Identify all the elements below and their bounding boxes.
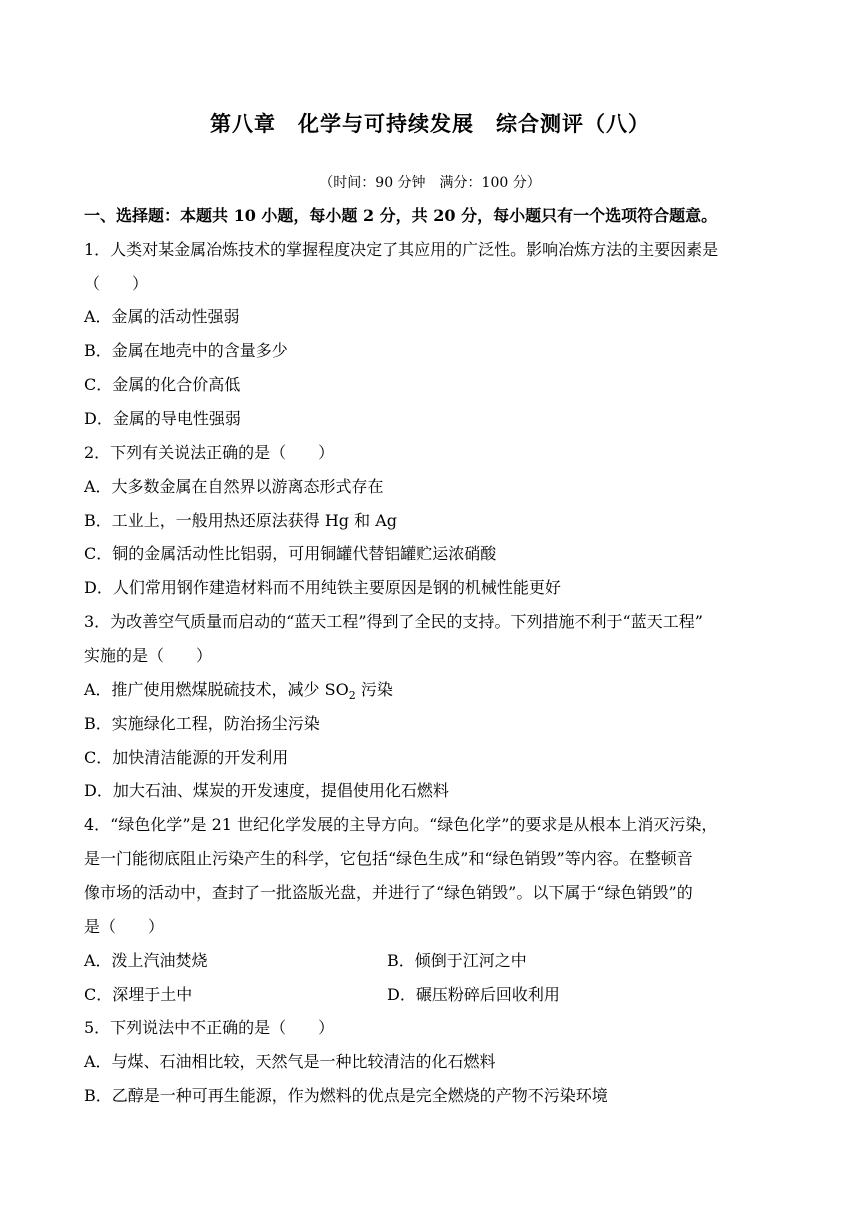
question-3-option-b: B．实施绿化工程，防治扬尘污染 [84, 714, 320, 733]
subscript-2: 2 [348, 689, 356, 703]
question-1-stem-cont: （ ） [84, 274, 149, 293]
question-2-option-a: A．大多数金属在自然界以游离态形式存在 [84, 477, 384, 496]
question-4-stem-cont2: 像市场的活动中，查封了一批盗版光盘，并进行了“绿色销毁”。以下属于“绿色销毁”的 [84, 883, 693, 902]
question-4-option-c: C．深埋于土中 [84, 985, 193, 1004]
question-1-option-c: C．金属的化合价高低 [84, 375, 241, 394]
section-heading: 一、选择题：本题共 10 小题，每小题 2 分，共 20 分，每小题只有一个选项符合题意。 [84, 206, 718, 225]
question-4-option-a: A．泼上汽油焚烧 [84, 951, 208, 970]
page-title: 第八章 化学与可持续发展 综合测评（八） [210, 111, 650, 136]
question-4-options-row1 [84, 951, 784, 971]
question-5-option-a: A．与煤、石油相比较，天然气是一种比较清洁的化石燃料 [84, 1052, 496, 1071]
question-1-stem: 1．人类对某金属冶炼技术的掌握程度决定了其应用的广泛性。影响冶炼方法的主要因素是 [84, 240, 719, 259]
question-1-option-a: A．金属的活动性强弱 [84, 307, 240, 326]
question-2-stem: 2．下列有关说法正确的是（ ） [84, 443, 335, 462]
question-3-option-a [84, 680, 784, 706]
question-4-stem: 4．“绿色化学”是 21 世纪化学发展的主导方向。“绿色化学”的要求是从根本上消灭污染， [84, 815, 718, 834]
question-2-option-d: D．人们常用钢作建造材料而不用纯铁主要原因是钢的机械性能更好 [84, 578, 561, 597]
question-4-stem-cont1: 是一门能彻底阻止污染产生的科学，它包括“绿色生成”和“绿色销毁”等内容。在整顿音 [84, 849, 693, 868]
question-1-option-b: B．金属在地壳中的含量多少 [84, 341, 288, 360]
question-3-stem-cont: 实施的是（ ） [84, 646, 213, 665]
exam-info: （时间：90 分钟 满分：100 分） [319, 175, 541, 191]
question-5-option-b: B．乙醇是一种可再生能源，作为燃料的优点是完全燃烧的产物不污染环境 [84, 1086, 608, 1105]
question-4-option-b: B．倾倒于江河之中 [387, 951, 527, 970]
question-3-option-d: D．加大石油、煤炭的开发速度，提倡使用化石燃料 [84, 781, 449, 800]
question-4-options-row2 [84, 985, 784, 1005]
question-1-option-d: D．金属的导电性强弱 [84, 409, 241, 428]
question-3-stem: 3．为改善空气质量而启动的“蓝天工程”得到了全民的支持。下列措施不利于“蓝天工程” [84, 612, 703, 631]
question-3-option-c: C．加快清洁能源的开发利用 [84, 748, 289, 767]
question-3-option-a-suffix: 污染 [355, 680, 393, 699]
question-5-stem: 5．下列说法中不正确的是（ ） [84, 1018, 335, 1037]
question-4-option-d: D．碾压粉碎后回收利用 [387, 985, 560, 1004]
question-4-stem-cont3: 是（ ） [84, 917, 165, 936]
question-2-option-c: C．铜的金属活动性比铝弱，可用铜罐代替铝罐贮运浓硝酸 [84, 544, 497, 563]
question-2-option-b: B．工业上，一般用热还原法获得 Hg 和 Ag [84, 511, 398, 530]
question-3-option-a-text: A．推广使用燃煤脱硫技术，减少 SO [84, 680, 349, 699]
